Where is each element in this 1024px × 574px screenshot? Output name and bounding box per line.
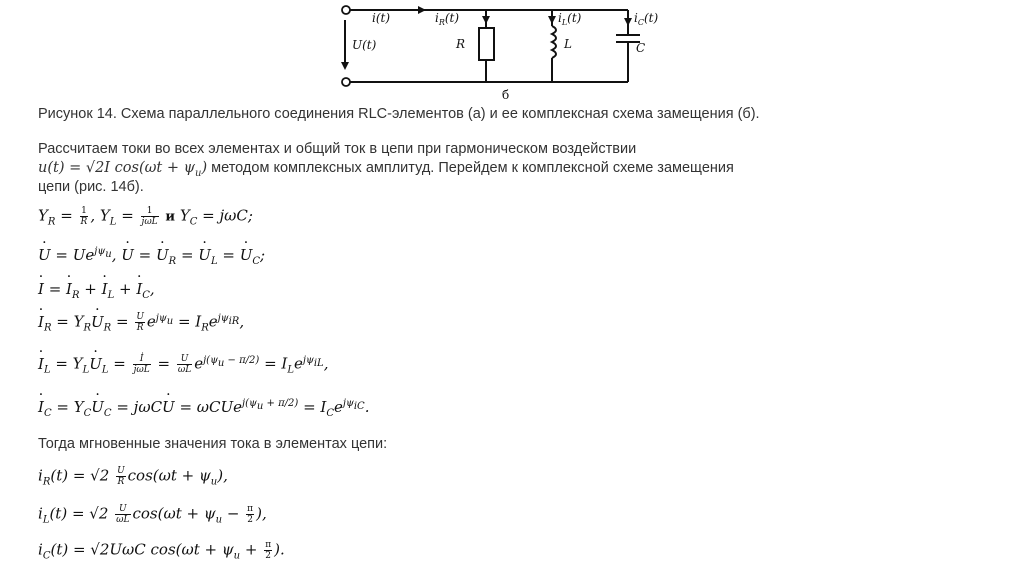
rlc-circuit-diagram [330,0,660,100]
equation-admittances: $Y_R$ = $\frac{1}{R}$ , $Y_L$ = $\frac{1}{\text{jωL}}$ и $Y_C = j\omega C$; [38,206,253,228]
voltage-arrow [341,62,349,70]
label-ic: $i_C(t)$ [634,11,659,27]
current-arrow-l [548,16,556,24]
intro-line-1: Рассчитаем токи во всех элементах и общий ток в цепи при гармоническом воздействии [38,141,637,157]
equation-kcl: I · = $I \cdot_R + I \cdot_L + I \cdot_C$, [38,280,155,301]
equation-voltages: U · = $Ue^{j\psi_u}$, U · = $U \cdot_R = U \cdot_L = U \cdot_C$; [38,246,265,267]
equation-current-c: $I \cdot_C = Y_CU \cdot_C = j\omega CU$ · = $\omega CUe^{j(\psi_u + \pi/2)} = I_Ce^{j\psi_{iC}}$. [38,398,369,419]
equation-current-r: $I \cdot_R = Y_RU \cdot_R$ = $\frac{U}{R}$ $e^{j\psi_u} = I_Re^{j\psi_{iR}}$, [38,312,244,334]
current-arrow-total [418,6,426,14]
equation-current-l: $I \cdot_L = Y_LU \cdot_L$ = $\frac{İ}{\text{jωL}}$ = $\frac{U}{\omega L}$ $e^{j(\psi_u - \pi/2)} = I_Le^{j\psi_{iL}}$, [38,354,328,376]
terminal-bottom [342,78,350,86]
equation-il-t: $i_L(t) = √2$ $\frac{U}{\omega L}$ $\cos(\omega t + \psi_u$ − $\frac{\pi}{2}$ ), [38,504,267,526]
terminal-top [342,6,350,14]
label-c: C [636,41,646,55]
label-u-total: U(t) [352,38,377,52]
equation-ir-t: $i_R(t) = √2$ $\frac{U}{R}$ $\cos(\omega t + \psi_u)$, [38,466,228,488]
instantaneous-values-text: Тогда мгновенные значения тока в элементах цепи: [38,436,388,452]
label-i-total: i(t) [372,11,391,25]
label-l: L [564,37,572,51]
current-arrow-c [624,18,632,26]
equation-ic-t: $i_C(t) = √2U\omega C$ $\cos(\omega t + \psi_u$ + $\frac{\pi}{2}$ ). [38,540,285,562]
label-il: $i_L(t)$ [558,11,582,27]
intro-line-2: u(t) = √2I $\cos(\omega t + \psi_u)$ методом комплексных амплитуд. Перейдем к комплексной схеме замещения [38,160,734,179]
label-ir: $i_R(t)$ [435,11,460,27]
figure-caption: Рисунок 14. Схема параллельного соединения RLC-элементов (а) и ее комплексная схема замещения (б). [38,106,760,122]
current-arrow-r [482,16,490,24]
figure-letter: б [502,88,510,100]
intro-line-3: цепи (рис. 14б). [38,179,144,195]
label-r: R [456,37,466,51]
